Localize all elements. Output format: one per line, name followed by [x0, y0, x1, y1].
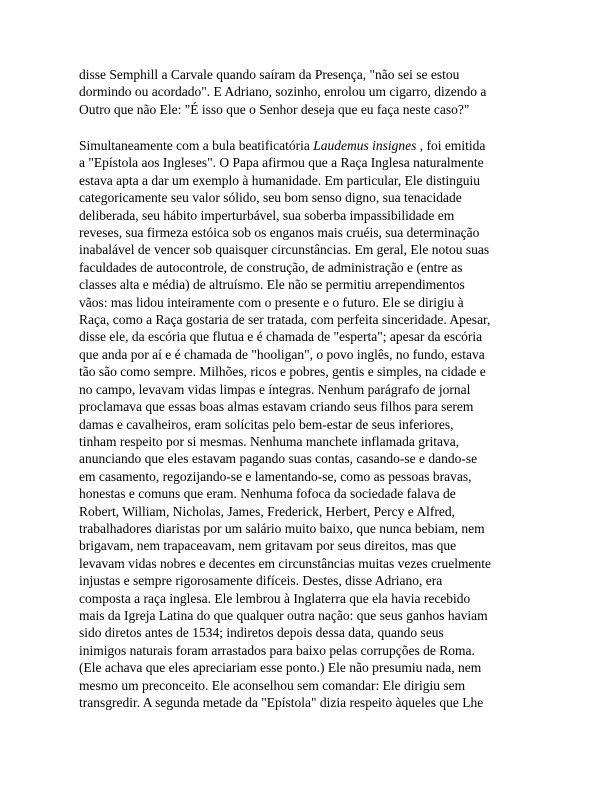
- text-line: [79, 572, 541, 589]
- text-segment: mais da Igreja Latina do que qualquer outra nação: que seus ganhos haviam: [79, 607, 488, 623]
- text-segment: deliberada, seu hábito imperturbável, sua soberba impassibilidade em: [79, 207, 455, 223]
- text-segment: brigavam, nem trapaceavam, nem gritavam por seus direitos, mas que: [79, 538, 457, 554]
- text-line: [79, 503, 541, 520]
- text-segment: composta a raça inglesa. Ele lembrou à Inglaterra que ela havia recebido: [79, 590, 471, 606]
- text-segment: damas e cavalheiros, eram solícitas pelo bem-estar de seus inferiores,: [79, 416, 454, 432]
- text-line: [79, 241, 541, 258]
- text-line: [79, 555, 541, 572]
- text-line: [79, 259, 541, 276]
- text-segment: Simultaneamente com a bula beatificatória: [79, 138, 314, 153]
- text-segment: transgredir. A segunda metade da "Epístola" dizia respeito àqueles que Lhe: [79, 695, 484, 710]
- text-segment: que anda por aí e é chamada de "hooligan", o povo inglês, no fundo, estava: [79, 346, 485, 362]
- text-segment: inabalável de vencer sob quaisquer circunstâncias. Em geral, Ele notou suas: [79, 242, 490, 258]
- text-segment: anunciando que eles estavam pagando suas contas, casando-se e dando-se: [79, 451, 478, 467]
- text-line: [79, 607, 541, 624]
- text-line: [79, 450, 541, 467]
- text-segment: tinham respeito por si mesmas. Nenhuma manchete inflamada gritava,: [79, 433, 460, 449]
- text-segment: sido diretos antes de 1534; indiretos depois dessa data, quando seus: [79, 625, 444, 641]
- text-segment: faculdades de autocontrole, de construção, de administração e (entre as: [79, 259, 463, 275]
- text-line: [79, 189, 541, 206]
- text-segment: mesmo um preconceito. Ele aconselhou sem comandar: Ele dirigiu sem: [79, 677, 466, 693]
- text-segment: Robert, William, Nicholas, James, Frederick, Herbert, Percy e Alfred,: [79, 503, 455, 519]
- text-line: [79, 66, 541, 83]
- text-line: [79, 433, 541, 450]
- text-segment: injustas e sempre rigorosamente difíceis. Destes, disse Adriano, era: [79, 573, 443, 589]
- text-line: [79, 677, 541, 694]
- text-line: [79, 137, 541, 154]
- text-segment: honestas e comuns que eram. Nenhuma fofoca da sociedade falava de: [79, 486, 456, 502]
- text-segment: a "Epístola aos Ingleses". O Papa afirmou que a Raça Inglesa naturalmente: [79, 155, 484, 171]
- text-line: [79, 311, 541, 328]
- text-line: [79, 659, 541, 676]
- text-line: [79, 294, 541, 311]
- text-segment: Outro que não Ele: "É isso que o Senhor deseja que eu faça neste caso?": [79, 101, 470, 117]
- text-line: [79, 346, 541, 363]
- text-line: [79, 624, 541, 641]
- text-line: [79, 363, 541, 380]
- text-line: [79, 642, 541, 659]
- text-segment: trabalhadores diaristas por um salário muito baixo, que nunca bebiam, nem: [79, 520, 485, 536]
- text-segment: Raça, como a Raça gostaria de ser tratada, com perfeita sinceridade. Apesar,: [79, 312, 491, 328]
- text-segment: dormindo ou acordado". E Adriano, sozinho, enrolou um cigarro, dizendo a: [79, 84, 487, 100]
- text-segment: inimigos naturais foram arrastados para baixo pelas corrupções de Roma.: [79, 642, 475, 658]
- text-line: [79, 398, 541, 415]
- text-segment: , foi emitida: [416, 138, 486, 153]
- text-line: [79, 694, 541, 711]
- text-segment: tão são como sempre. Milhões, ricos e pobres, gentis e simples, na cidade e: [79, 364, 486, 380]
- text-line: [79, 416, 541, 433]
- text-line: [79, 590, 541, 607]
- text-line: [79, 485, 541, 502]
- text-segment: em casamento, regozijando-se e lamentando-se, como as pessoas bravas,: [79, 468, 472, 484]
- text-line: [79, 83, 541, 100]
- text-line: [79, 468, 541, 485]
- text-line: [79, 172, 541, 189]
- text-line: [79, 520, 541, 537]
- text-segment: disse ele, da escória que flutua e é chamada de "esperta"; apesar da escória: [79, 329, 483, 345]
- text-segment: disse Semphill a Carvale quando saíram da Presença, "não sei se estou: [79, 67, 460, 82]
- text-line: [79, 101, 541, 118]
- text-line: [79, 207, 541, 224]
- text-segment: no campo, levavam vidas limpas e íntegras. Nenhum parágrafo de jornal: [79, 381, 471, 397]
- italic-title: Laudemus insignes: [313, 138, 417, 153]
- text-line: [79, 224, 541, 241]
- paragraph-2: [79, 137, 541, 711]
- text-line: [79, 381, 541, 398]
- text-line: [79, 154, 541, 171]
- text-segment: reveses, sua firmeza estóica sob os enganos mais cruéis, sua determinação: [79, 225, 480, 241]
- text-line: [79, 328, 541, 345]
- text-line: [79, 537, 541, 554]
- text-segment: vãos: mas lidou inteiramente com o presente e o futuro. Ele se dirigiu à: [79, 294, 464, 310]
- paragraph-1: [79, 66, 541, 118]
- text-segment: estava apta a dar um exemplo à humanidade. Em particular, Ele distinguiu: [79, 172, 480, 188]
- text-segment: levavam vidas nobres e decentes em circunstâncias muitas vezes cruelmente: [79, 555, 491, 571]
- text-segment: (Ele achava que eles apreciariam esse ponto.) Ele não presumiu nada, nem: [79, 660, 482, 676]
- text-segment: categoricamente seu valor sólido, seu bom senso digno, sua tenacidade: [79, 190, 462, 206]
- text-segment: proclamava que essas boas almas estavam criando seus filhos para serem: [79, 399, 474, 415]
- text-line: [79, 276, 541, 293]
- text-segment: classes alta e média) de altruísmo. Ele não se permitiu arrependimentos: [79, 277, 465, 293]
